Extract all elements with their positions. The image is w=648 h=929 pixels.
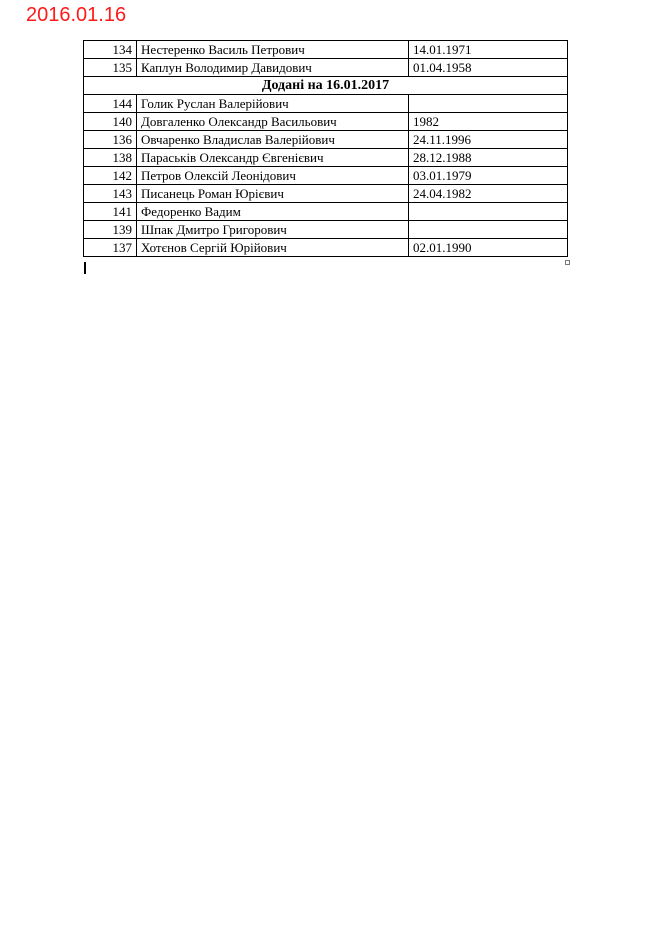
birth-date[interactable]: 24.04.1982 [409, 185, 568, 203]
person-name[interactable]: Овчаренко Владислав Валерійович [137, 131, 409, 149]
birth-date[interactable]: 01.04.1958 [409, 59, 568, 77]
table-row [84, 221, 568, 239]
person-name[interactable]: Нестеренко Василь Петрович [137, 41, 409, 59]
date-stamp: 2016.01.16 [26, 4, 127, 26]
row-number[interactable]: 136 [84, 131, 137, 149]
table-resize-handle[interactable] [565, 260, 570, 265]
birth-date[interactable]: 02.01.1990 [409, 239, 568, 257]
person-name[interactable]: Шпак Дмитро Григорович [137, 221, 409, 239]
person-name[interactable]: Хотєнов Сергій Юрійович [137, 239, 409, 257]
table-row [84, 41, 568, 59]
birth-date[interactable]: 1982 [409, 113, 568, 131]
table-row [84, 113, 568, 131]
person-name[interactable]: Параськів Олександр Євгенієвич [137, 149, 409, 167]
table-row [84, 59, 568, 77]
row-number[interactable]: 141 [84, 203, 137, 221]
row-number[interactable]: 137 [84, 239, 137, 257]
row-number[interactable]: 138 [84, 149, 137, 167]
table-row [84, 203, 568, 221]
row-number[interactable]: 135 [84, 59, 137, 77]
birth-date[interactable]: 28.12.1988 [409, 149, 568, 167]
personnel-table [83, 40, 568, 257]
person-name[interactable]: Федоренко Вадим [137, 203, 409, 221]
person-name[interactable]: Довгаленко Олександр Васильович [137, 113, 409, 131]
birth-date[interactable]: 03.01.1979 [409, 167, 568, 185]
person-name[interactable]: Каплун Володимир Давидович [137, 59, 409, 77]
birth-date[interactable]: 24.11.1996 [409, 131, 568, 149]
birth-date[interactable]: 14.01.1971 [409, 41, 568, 59]
table-row [84, 185, 568, 203]
person-name[interactable]: Писанець Роман Юрієвич [137, 185, 409, 203]
table-row [84, 131, 568, 149]
table-row [84, 149, 568, 167]
row-number[interactable]: 134 [84, 41, 137, 59]
section-row [84, 77, 568, 95]
row-number[interactable]: 142 [84, 167, 137, 185]
row-number[interactable]: 140 [84, 113, 137, 131]
birth-date[interactable] [409, 95, 568, 113]
row-number[interactable]: 143 [84, 185, 137, 203]
section-heading[interactable]: Додані на 16.01.2017 [84, 77, 568, 95]
birth-date[interactable] [409, 203, 568, 221]
birth-date[interactable] [409, 221, 568, 239]
person-name[interactable]: Петров Олексій Леонідович [137, 167, 409, 185]
text-cursor [84, 262, 86, 274]
table-row [84, 239, 568, 257]
table-row [84, 95, 568, 113]
table-row [84, 167, 568, 185]
row-number[interactable]: 144 [84, 95, 137, 113]
row-number[interactable]: 139 [84, 221, 137, 239]
person-name[interactable]: Голик Руслан Валерійович [137, 95, 409, 113]
